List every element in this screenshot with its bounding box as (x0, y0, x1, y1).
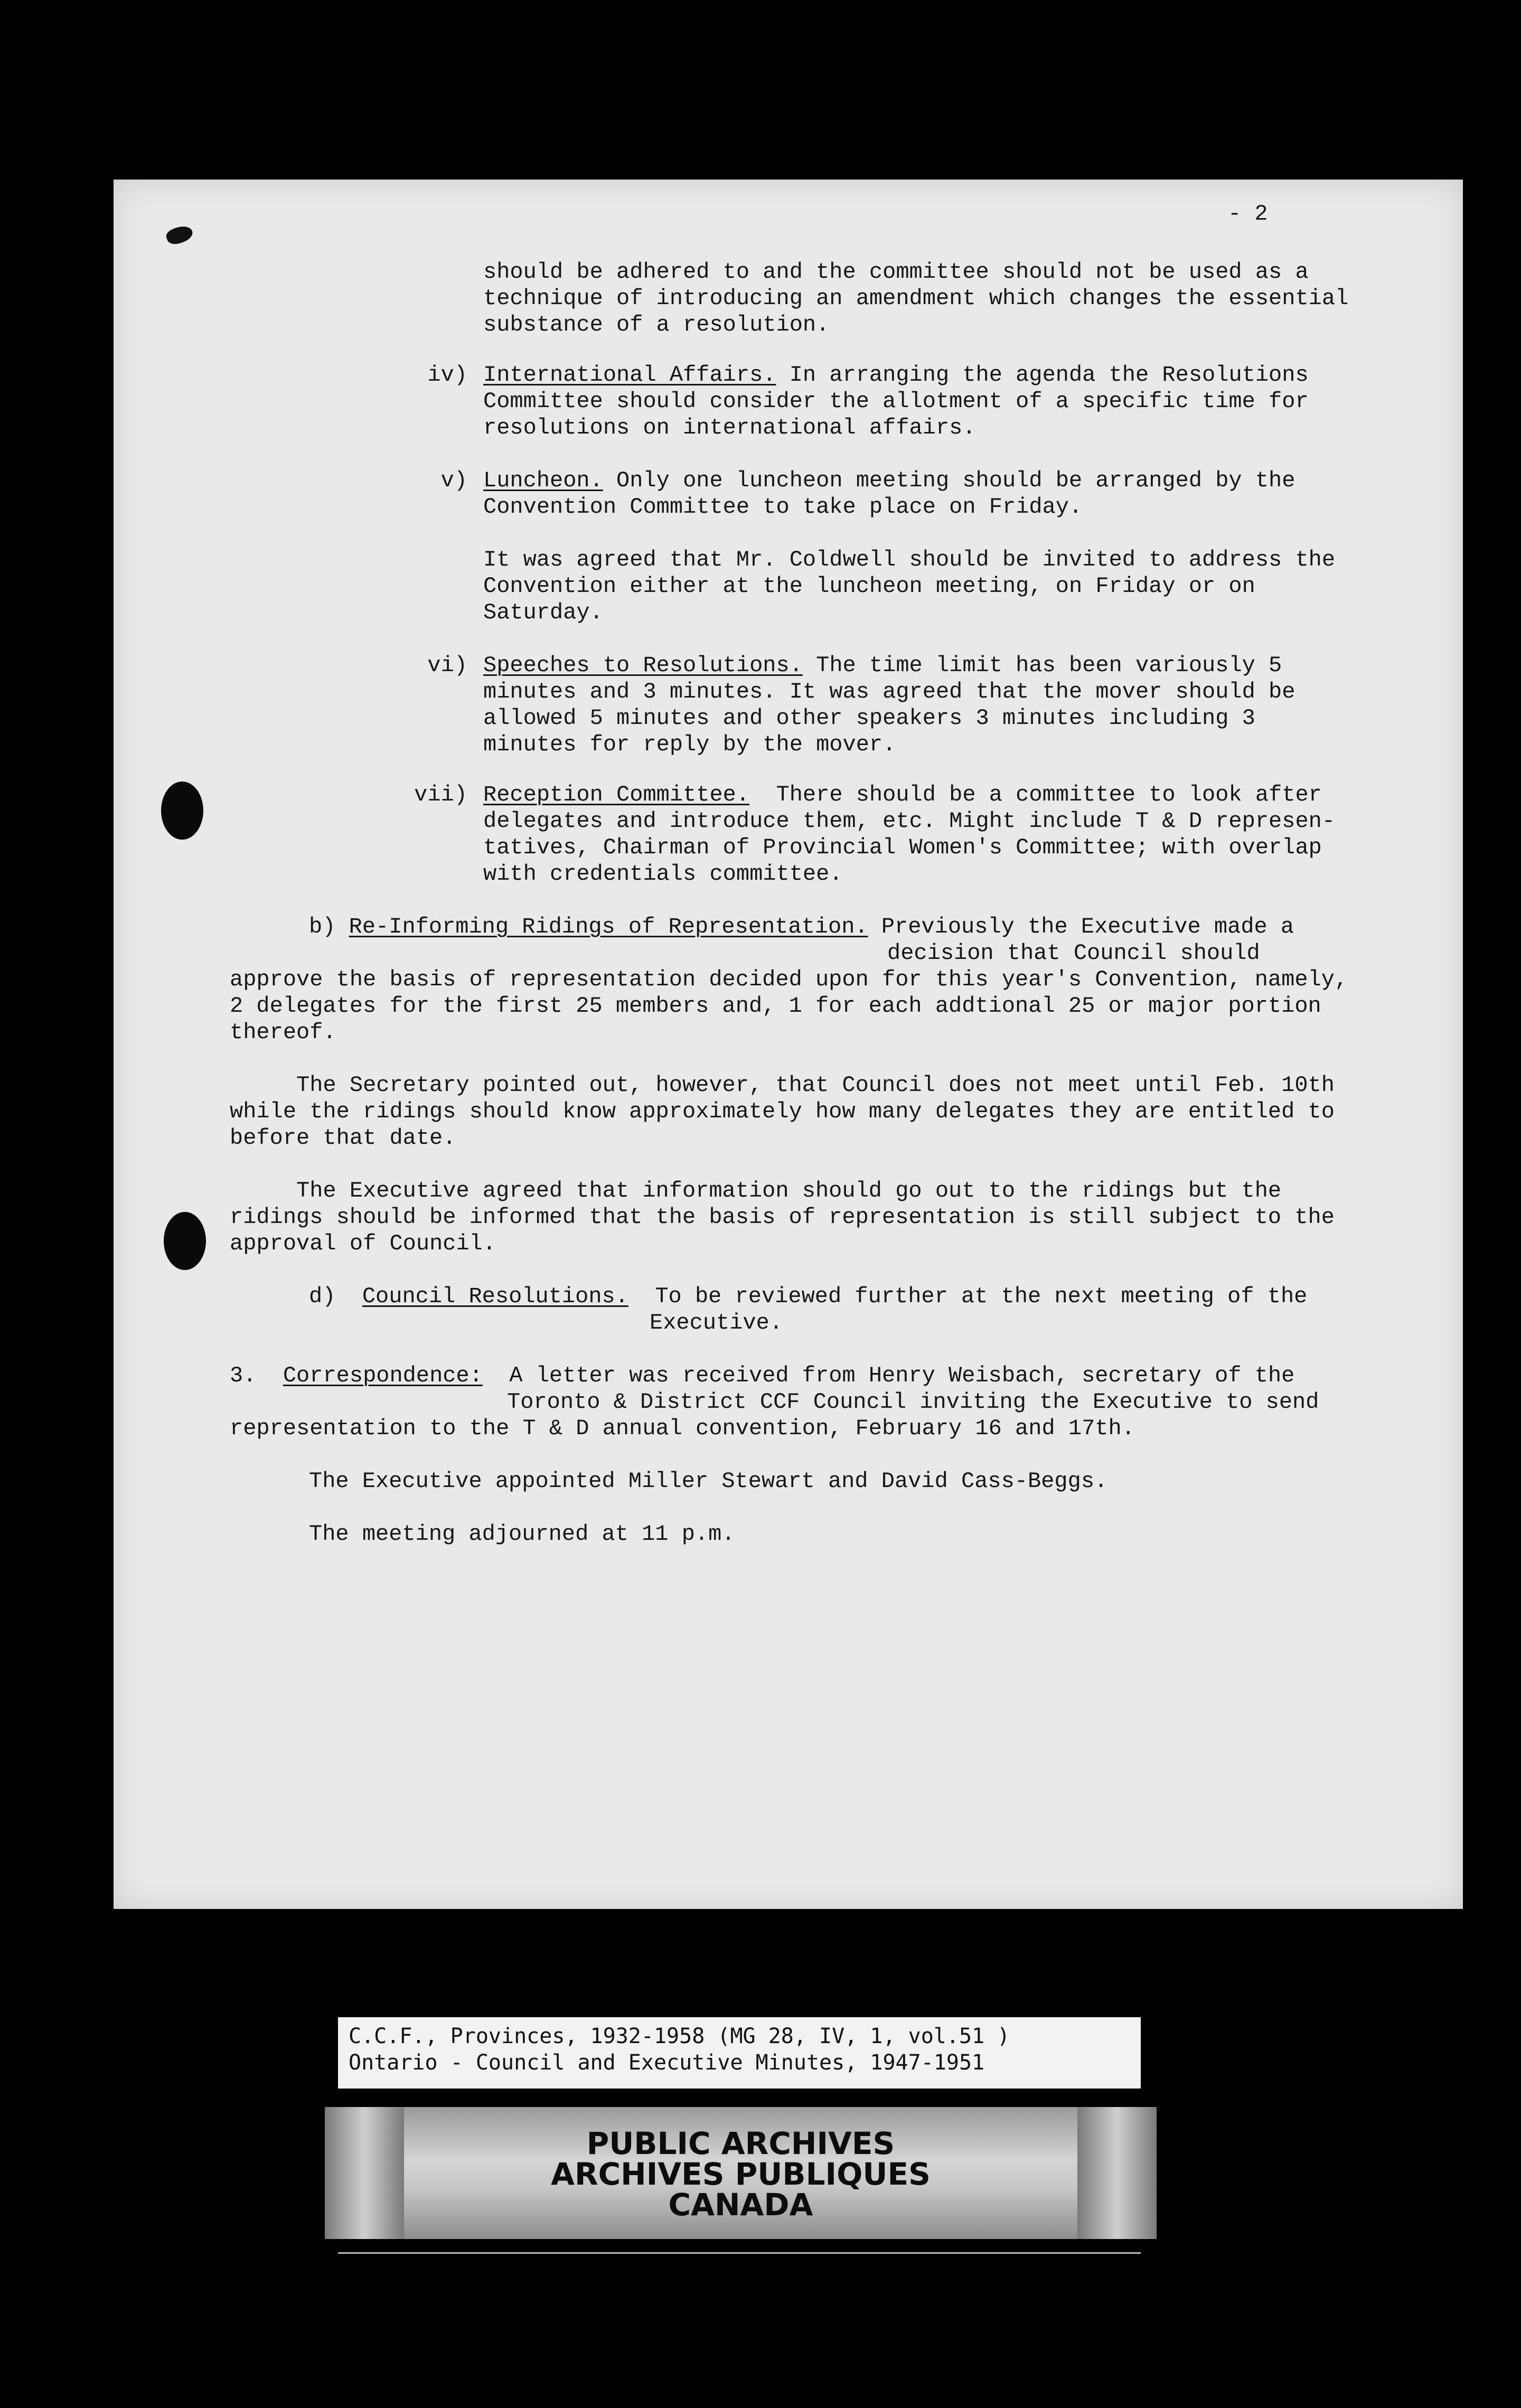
text-line: approval of Council. (230, 1231, 496, 1256)
item-iv-first-line (483, 362, 1309, 388)
text-line: ridings should be informed that the basis of representation is still subject to the (230, 1205, 1335, 1230)
item-text: Only one luncheon meeting should be arranged by the (603, 468, 1295, 493)
section-text: Previously the Executive made a (868, 914, 1294, 939)
text-line: Convention either at the luncheon meeting, on Friday or on (483, 573, 1255, 599)
item-numeral: iv) (427, 362, 467, 388)
text-line: resolutions on international affairs. (483, 415, 976, 440)
item-heading: Speeches to Resolutions. (483, 653, 803, 678)
text-line: tatives, Chairman of Provincial Women's Committee; with overlap (483, 835, 1322, 860)
section-text: A letter was received from Henry Weisbach, secretary of the (482, 1363, 1295, 1388)
section-b-first-line (309, 914, 1294, 940)
section-letter: d) (309, 1284, 336, 1309)
text-line: Convention Committee to take place on Friday. (483, 494, 1083, 520)
text-line: Saturday. (483, 600, 603, 625)
text-line: while the ridings should know approximately how many delegates they are entitled to (230, 1099, 1335, 1124)
text-line: technique of introducing an amendment which changes the essential (483, 286, 1349, 311)
item-heading: Reception Committee. (483, 782, 750, 807)
page-number: - 2 (1228, 201, 1268, 227)
punch-hole (161, 782, 203, 840)
item-text: The time limit has been variously 5 (802, 653, 1282, 678)
stamp-line: PUBLIC ARCHIVES (586, 2125, 895, 2161)
item-vi-first-line (483, 652, 1282, 679)
stamp-line: ARCHIVES PUBLIQUES (551, 2156, 931, 2192)
text-line: Committee should consider the allotment of a specific time for (483, 389, 1309, 414)
ink-mark (164, 223, 194, 247)
text-line: thereof. (230, 1020, 336, 1045)
text-line: Toronto & District CCF Council inviting the Executive to send (507, 1389, 1319, 1415)
text-line: delegates and introduce them, etc. Might include T & D represen- (483, 808, 1336, 834)
text-line: allowed 5 minutes and other speakers 3 minutes including 3 (483, 706, 1255, 731)
item-numeral: v) (440, 468, 467, 493)
archive-label (338, 2017, 1141, 2089)
text-line: minutes and 3 minutes. It was agreed that the mover should be (483, 679, 1295, 704)
item-numeral: vii) (414, 782, 467, 807)
text-line: The meeting adjourned at 11 p.m. (309, 1521, 735, 1547)
item-vii-first-line (483, 782, 1322, 808)
item-text: There should be a committee to look after (749, 782, 1322, 807)
text-line: before that date. (230, 1125, 456, 1151)
section-3-first-line (230, 1362, 1294, 1389)
text-line: representation to the T & D annual convention, February 16 and 17th. (230, 1416, 1135, 1441)
section-heading: Correspondence: (283, 1363, 483, 1388)
item-numeral: vi) (427, 653, 467, 678)
archive-label-line: Ontario - Council and Executive Minutes, 1947-1951 (349, 2050, 985, 2075)
stamp-line: CANADA (668, 2187, 813, 2223)
section-heading: Council Resolutions. (362, 1284, 628, 1309)
document-page (114, 180, 1463, 1909)
divider (338, 2252, 1141, 2254)
text-line: substance of a resolution. (483, 312, 830, 337)
text-line: The Secretary pointed out, however, that Council does not meet until Feb. 10th (230, 1073, 1335, 1098)
section-heading: Re-Informing Ridings of Representation. (349, 914, 868, 939)
archive-label-line: C.C.F., Provinces, 1932-1958 (MG 28, IV, 1, vol.51 ) (349, 2024, 1010, 2048)
item-heading: International Affairs. (483, 362, 776, 388)
text-line: 2 delegates for the first 25 members and, 1 for each addtional 25 or major portion (230, 993, 1321, 1019)
text-line: minutes for reply by the mover. (483, 732, 896, 757)
text-line: should be adhered to and the committee should not be used as a (483, 259, 1309, 285)
text-line: The Executive appointed Miller Stewart and David Cass-Beggs. (309, 1469, 1108, 1494)
archives-stamp (325, 2107, 1157, 2239)
section-letter: b) (309, 914, 336, 939)
item-text: In arranging the agenda the Resolutions (776, 362, 1309, 388)
text-line: It was agreed that Mr. Coldwell should be invited to address the (483, 547, 1336, 572)
section-number: 3. (230, 1363, 257, 1388)
item-heading: Luncheon. (483, 468, 603, 493)
punch-hole (164, 1212, 206, 1270)
text-line: with credentials committee. (483, 861, 843, 887)
text-line: decision that Council should (887, 940, 1260, 966)
section-text: To be reviewed further at the next meeting of the (628, 1284, 1308, 1309)
text-line: Executive. (650, 1310, 783, 1335)
text-line: The Executive agreed that information should go out to the ridings but the (230, 1178, 1282, 1203)
section-d-first-line (309, 1283, 1307, 1310)
text-line: approve the basis of representation decided upon for this year's Convention, namely, (230, 967, 1348, 992)
item-v-first-line (483, 467, 1295, 494)
